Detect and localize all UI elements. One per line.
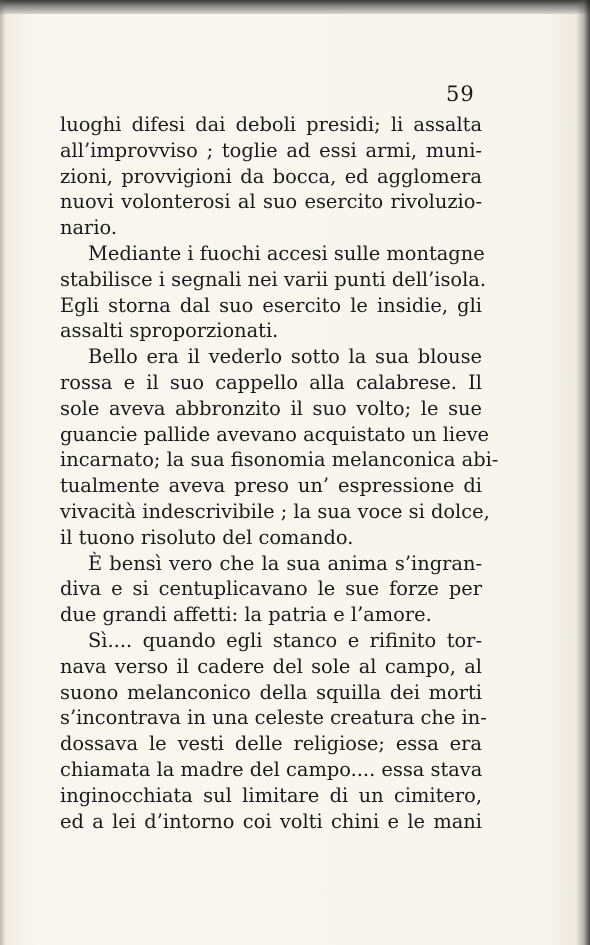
- text-line: suono melanconico della squilla dei morti: [60, 680, 482, 704]
- text-line: Mediante i fuochi accesi sulle montagne: [88, 241, 485, 265]
- text-line: inginocchiata sul limitare di un cimitero,: [60, 783, 482, 807]
- text-line: Sì.... quando egli stanco e rifinito tor-: [88, 628, 482, 652]
- text-line: s’incontrava in una celeste creatura che in-: [60, 706, 487, 730]
- text-line: guancie pallide avevano acquistato un lieve: [60, 422, 490, 446]
- text-line: nava verso il cadere del sole al campo, al: [60, 654, 482, 678]
- text-line: Bello era il vederlo sotto la sua blouse: [88, 345, 482, 369]
- page-right-edge: [576, 0, 590, 945]
- text-line: incarnato; la sua fisonomia melanconica abi-: [60, 448, 499, 472]
- text-line: il tuono risoluto del comando.: [60, 525, 354, 549]
- text-line: dossava le vesti delle religiose; essa era: [60, 732, 482, 756]
- text-line: stabilisce i segnali nei varii punti dell’isola.: [60, 267, 487, 291]
- text-line: luoghi difesi dai deboli presidi; li assalta: [60, 113, 482, 136]
- text-line: È bensì vero che la sua anima s’ingran-: [88, 551, 482, 575]
- page-number: 59: [446, 82, 475, 106]
- page-text: [60, 112, 499, 834]
- text-line: rossa e il suo cappello alla calabrese. Il: [60, 370, 482, 394]
- text-line: assalti sproporzionati.: [60, 319, 279, 343]
- text-line: sole aveva abbronzito il suo volto; le sue: [60, 396, 482, 420]
- text-line: chiamata la madre del campo.... essa stava: [60, 757, 483, 781]
- text-line: due grandi affetti: la patria e l’amore.: [60, 603, 432, 627]
- text-line: ed a lei d’intorno coi volti chini e le mani: [60, 809, 482, 833]
- page-top-edge: [0, 0, 590, 14]
- text-line: nario.: [60, 216, 118, 240]
- text-line: diva e si centuplicavano le sue forze per: [60, 577, 482, 601]
- text-line: vivacità indescrivibile ; la sua voce si dolce,: [60, 499, 490, 523]
- text-line: nuovi volonterosi al suo esercito rivoluzio-: [60, 190, 482, 214]
- text-line: Egli storna dal suo esercito le insidie, gli: [60, 293, 482, 317]
- text-line: all’improvviso ; toglie ad essi armi, muni-: [60, 138, 482, 162]
- text-line: zioni, provvigioni da bocca, ed agglomera: [60, 164, 482, 188]
- text-line: tualmente aveva preso un’ espressione di: [60, 474, 482, 498]
- page-left-edge: [0, 0, 6, 945]
